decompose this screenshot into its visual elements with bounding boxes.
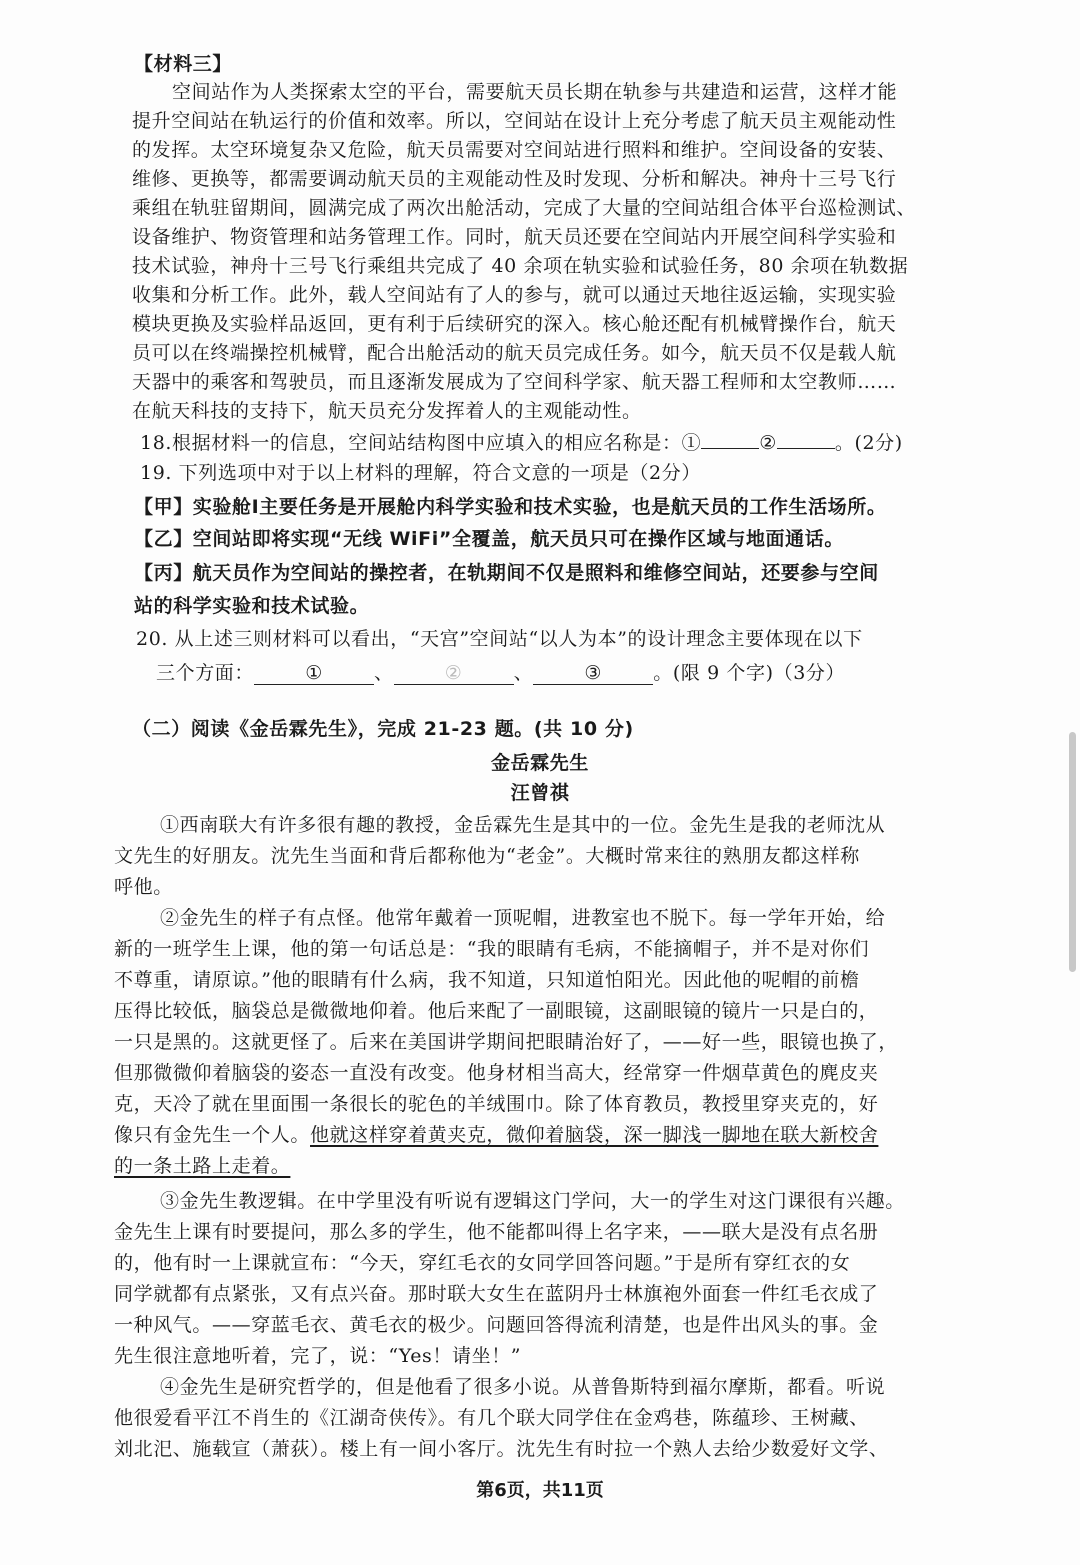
page-footer: 第6页，共11页 bbox=[476, 1480, 604, 1501]
option-jia: 【甲】实验舱Ⅰ主要任务是开展舱内科学实验和技术实验，也是航天员的工作生活场所。 bbox=[134, 496, 887, 518]
question-18 bbox=[140, 430, 903, 456]
passage-line: 但那微微仰着脑袋的姿态一直没有改变。他身材相当高大，经常穿一件烟草黄色的麂皮夹 bbox=[114, 1062, 879, 1084]
material3-line: 的发挥。太空环境复杂又危险，航天员需要对空间站进行照料和维护。空间设备的安装、 bbox=[132, 139, 897, 161]
passage-line: 的，他有时一上课就宣布：“今天，穿红毛衣的女同学回答问题。”于是所有穿红衣的女 bbox=[114, 1252, 851, 1274]
question-18-text: 18.根据材料一的信息，空间站结构图中应填入的相应名称是： bbox=[140, 432, 682, 454]
question-19: 19. 下列选项中对于以上材料的理解，符合文意的一项是（2分） bbox=[140, 462, 701, 484]
question-20: 20. 从上述三则材料可以看出，“天宫”空间站“以人为本”的设计理念主要体现在以下 bbox=[136, 628, 863, 650]
passage-line: 刘北汜、施载宣（萧荻）。楼上有一间小客厅。沈先生有时拉一个熟人去给少数爱好文学、 bbox=[114, 1438, 889, 1460]
material3-line: 空间站作为人类探索太空的平台，需要航天员长期在轨参与共建造和运营，这样才能 bbox=[172, 81, 898, 103]
passage-line: 一只是黑的。这就更怪了。后来在美国讲学期间把眼睛治好了，——好一些，眼镜也换了， bbox=[114, 1031, 899, 1053]
passage-line: 文先生的好朋友。沈先生当面和背后都称他为“老金”。大概时常来往的熟朋友都这样称 bbox=[114, 845, 860, 867]
passage-line: 金先生上课有时要提问，那么多的学生，他不能都叫得上名字来，——联大是没有点名册 bbox=[114, 1221, 879, 1243]
passage-line: ①西南联大有许多很有趣的教授，金岳霖先生是其中的一位。金先生是我的老师沈从 bbox=[160, 814, 886, 836]
answer-mark-1: ① bbox=[681, 432, 702, 454]
option-bing-cont: 站的科学实验和技术试验。 bbox=[134, 595, 370, 617]
passage-author: 汪曾祺 bbox=[510, 782, 570, 804]
material3-line: 乘组在轨驻留期间，圆满完成了两次出舱活动，完成了大量的空间站组合体平台巡检测试、 bbox=[132, 197, 917, 219]
option-bing: 【丙】航天员作为空间站的操控者，在轨期间不仅是照料和维修空间站，还要参与空间 bbox=[134, 562, 879, 584]
material3-line: 设备维护、物资管理和站务管理工作。同时，航天员还要在空间站内开展空间科学实验和 bbox=[132, 226, 897, 248]
answer-blank-20-3[interactable]: ③ bbox=[533, 662, 653, 685]
passage-line bbox=[114, 1153, 290, 1179]
passage-text: 像只有金先生一个人。 bbox=[114, 1124, 311, 1146]
passage-line: ④金先生是研究哲学的，但是他看了很多小说。从普鲁斯特到福尔摩斯，都看。听说 bbox=[160, 1376, 886, 1398]
option-yi: 【乙】空间站即将实现“无线 WiFi”全覆盖，航天员只可在操作区域与地面通话。 bbox=[134, 528, 844, 550]
separator: 、 bbox=[374, 662, 394, 684]
question-20-blanks bbox=[156, 660, 845, 686]
section-heading: （二）阅读《金岳霖先生》，完成 21-23 题。(共 10 分) bbox=[132, 718, 634, 740]
passage-title: 金岳霖先生 bbox=[490, 752, 589, 774]
question-20-tail: 。(限 9 个字)（3分） bbox=[653, 662, 846, 684]
underlined-sentence-cont: 的一条土路上走着。 bbox=[114, 1155, 291, 1177]
material3-line: 模块更换及实验样品返回，更有利于后续研究的深入。核心舱还配有机械臂操作台，航天 bbox=[132, 313, 897, 335]
answer-mark-2: ② bbox=[759, 432, 777, 454]
passage-line bbox=[114, 1122, 878, 1148]
answer-blank-1[interactable] bbox=[701, 448, 759, 449]
passage-line: 不尊重，请原谅。”他的眼睛有什么病，我不知道，只知道怕阳光。因此他的呢帽的前檐 bbox=[114, 969, 860, 991]
passage-line: 呼他。 bbox=[114, 876, 173, 898]
underlined-sentence: 他就这样穿着黄夹克，微仰着脑袋，深一脚浅一脚地在联大新校舍 bbox=[310, 1124, 879, 1146]
passage-line: 他很爱看平江不肖生的《江湖奇侠传》。有几个联大同学住在金鸡巷，陈蕴珍、王树藏、 bbox=[114, 1407, 869, 1429]
passage-line: 克，天冷了就在里面围一条很长的驼色的羊绒围巾。除了体育教员，教授里穿夹克的，好 bbox=[114, 1093, 879, 1115]
answer-blank-2[interactable] bbox=[777, 448, 835, 449]
passage-line: ②金先生的样子有点怪。他常年戴着一顶呢帽，进教室也不脱下。每一学年开始，给 bbox=[160, 907, 886, 929]
separator: 、 bbox=[513, 662, 534, 684]
material3-line: 提升空间站在轨运行的价值和效率。所以，空间站在设计上充分考虑了航天员主观能动性 bbox=[132, 110, 897, 132]
scrollbar[interactable] bbox=[1069, 732, 1076, 972]
passage-line: 压得比较低，脑袋总是微微地仰着。他后来配了一副眼镜，这副眼镜的镜片一只是白的， bbox=[114, 1000, 879, 1022]
material3-line: 天器中的乘客和驾驶员，而且逐渐发展成为了空间科学家、航天器工程师和太空教师…… bbox=[132, 371, 897, 393]
answer-blank-20-2[interactable]: ② bbox=[394, 662, 514, 685]
material3-line: 维修、更换等，都需要调动航天员的主观能动性及时发现、分析和解决。神舟十三号飞行 bbox=[132, 168, 897, 190]
answer-blank-20-1[interactable]: ① bbox=[254, 662, 374, 685]
material3-line: 技术试验，神舟十三号飞行乘组共完成了 40 余项在轨实验和试验任务，80 余项在轨数据 bbox=[132, 255, 909, 277]
passage-line: ③金先生教逻辑。在中学里没有听说有逻辑这门学问，大一的学生对这门课很有兴趣。 bbox=[160, 1190, 905, 1212]
material3-line: 员可以在终端操控机械臂，配合出舱活动的航天员完成任务。如今，航天员不仅是载人航 bbox=[132, 342, 897, 364]
question-18-tail: 。(2分) bbox=[834, 432, 903, 454]
passage-line: 先生很注意地听着，完了，说：“Yes！请坐！” bbox=[114, 1345, 522, 1367]
material3-header: 【材料三】 bbox=[134, 53, 233, 75]
material3-line: 收集和分析工作。此外，载人空间站有了人的参与，就可以通过天地往返运输，实现实验 bbox=[132, 284, 897, 306]
passage-line: 新的一班学生上课，他的第一句话总是：“我的眼睛有毛病，不能摘帽子，并不是对你们 bbox=[114, 938, 870, 960]
passage-line: 同学就都有点紧张，又有点兴奋。那时联大女生在蓝阴丹士林旗袍外面套一件红毛衣成了 bbox=[114, 1283, 879, 1305]
question-20-prefix: 三个方面： bbox=[156, 662, 255, 684]
passage-line: 一种风气。——穿蓝毛衣、黄毛衣的极少。问题回答得流利清楚，也是件出风头的事。金 bbox=[114, 1314, 879, 1336]
material3-line: 在航天科技的支持下，航天员充分发挥着人的主观能动性。 bbox=[132, 400, 642, 422]
